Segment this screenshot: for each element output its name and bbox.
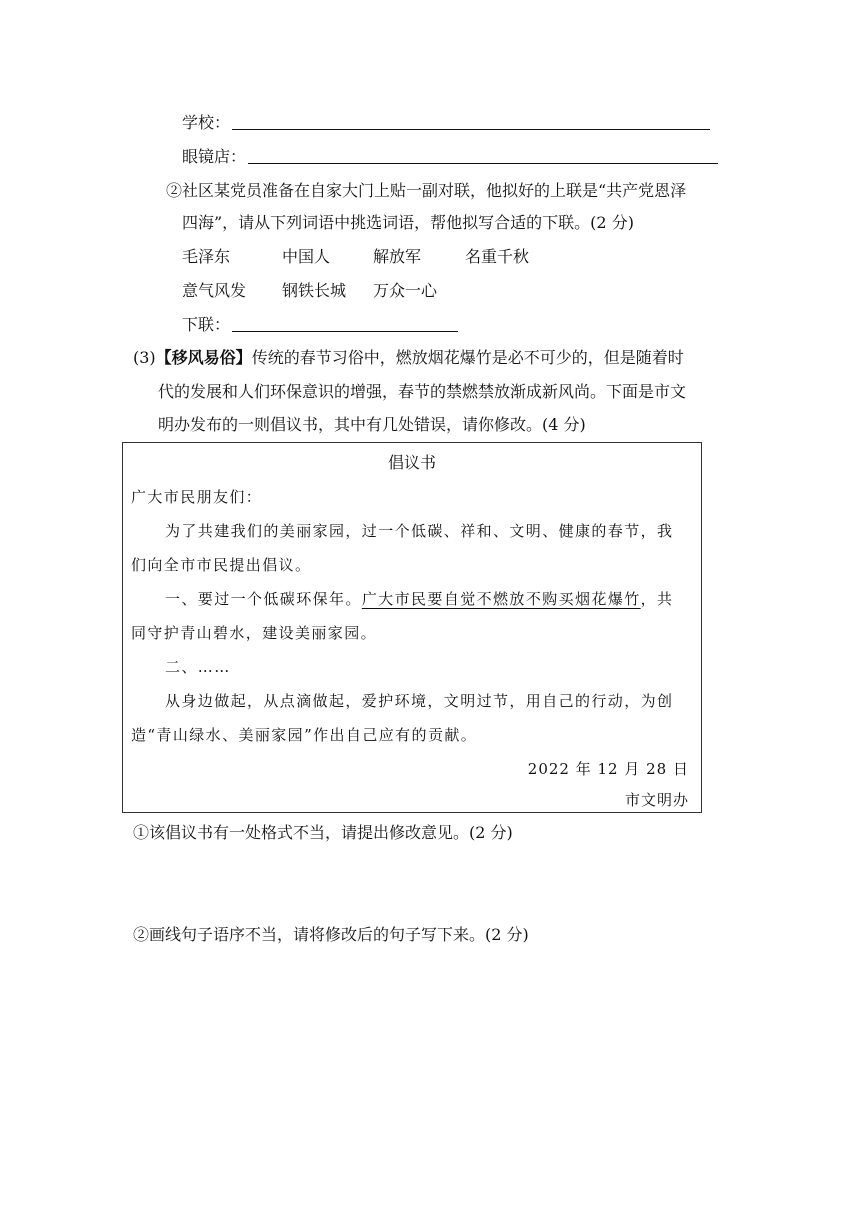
q3-line1 xyxy=(133,348,684,368)
q3-tag: 【移风易俗】 xyxy=(155,348,252,367)
proposal-p3: 二、…… xyxy=(165,658,231,676)
proposal-date: 2022 年 12 月 28 日 xyxy=(527,760,689,778)
proposal-p2-line2: 同守护青山碧水，建设美丽家园。 xyxy=(131,624,378,642)
q2-prompt-line1: ②社区某党员准备在自家大门上贴一副对联，他拟好的上联是“共产党恩泽 xyxy=(166,181,687,200)
proposal-p2-prefix: 一、要过一个低碳环保年。 xyxy=(165,590,362,608)
proposal-signature: 市文明办 xyxy=(624,791,689,809)
word-option: 毛泽东 xyxy=(182,247,231,266)
xialian-answer-blank[interactable] xyxy=(232,313,458,332)
school-label: 学校： xyxy=(182,113,231,132)
proposal-p1-line2: 们向全市市民提出倡议。 xyxy=(131,556,312,574)
word-option: 中国人 xyxy=(282,247,331,266)
proposal-p4-line2: 造“青山绿水、美丽家园”作出自己应有的贡献。 xyxy=(131,726,478,744)
proposal-p2-suffix: ，共 xyxy=(640,590,674,608)
school-answer-blank[interactable] xyxy=(232,111,710,130)
proposal-box xyxy=(122,442,702,813)
word-option: 万众一心 xyxy=(373,281,438,300)
optician-answer-blank[interactable] xyxy=(248,145,718,164)
q3-number: (3) xyxy=(133,348,156,367)
proposal-greeting: 广大市民朋友们： xyxy=(131,488,263,506)
q3-line1-text: 传统的春节习俗中，燃放烟花爆竹是必不可少的，但是随着时 xyxy=(251,348,684,367)
q2-prompt-line2: 四海”，请从下列词语中挑选词语，帮他拟写合适的下联。(2 分) xyxy=(182,213,634,232)
proposal-p4-line1: 从身边做起，从点滴做起，爱护环境，文明过节，用自己的行动，为创 xyxy=(165,692,674,710)
proposal-p1-line1: 为了共建我们的美丽家园，过一个低碳、祥和、文明、健康的春节，我 xyxy=(165,522,674,540)
proposal-p2-line1 xyxy=(165,589,673,609)
underlined-sentence: 广大市民要自觉不燃放不购买烟花爆竹 xyxy=(361,590,641,608)
word-option: 意气风发 xyxy=(182,281,247,300)
proposal-title: 倡议书 xyxy=(387,453,436,472)
word-option: 解放军 xyxy=(373,247,422,266)
q3-line2: 代的发展和人们环保意识的增强，春节的禁燃禁放渐成新风尚。下面是市文 xyxy=(158,382,687,401)
q3-line3: 明办发布的一则倡议书，其中有几处错误，请你修改。(4 分) xyxy=(158,415,586,434)
sub-question-1: ①该倡议书有一处格式不当，请提出修改意见。(2 分) xyxy=(133,823,513,842)
optician-label: 眼镜店： xyxy=(182,147,247,166)
xialian-label: 下联： xyxy=(182,315,231,334)
sub-question-2: ②画线句子语序不当，请将修改后的句子写下来。(2 分) xyxy=(133,925,529,944)
word-option: 名重千秋 xyxy=(465,247,530,266)
word-option: 钢铁长城 xyxy=(282,281,347,300)
